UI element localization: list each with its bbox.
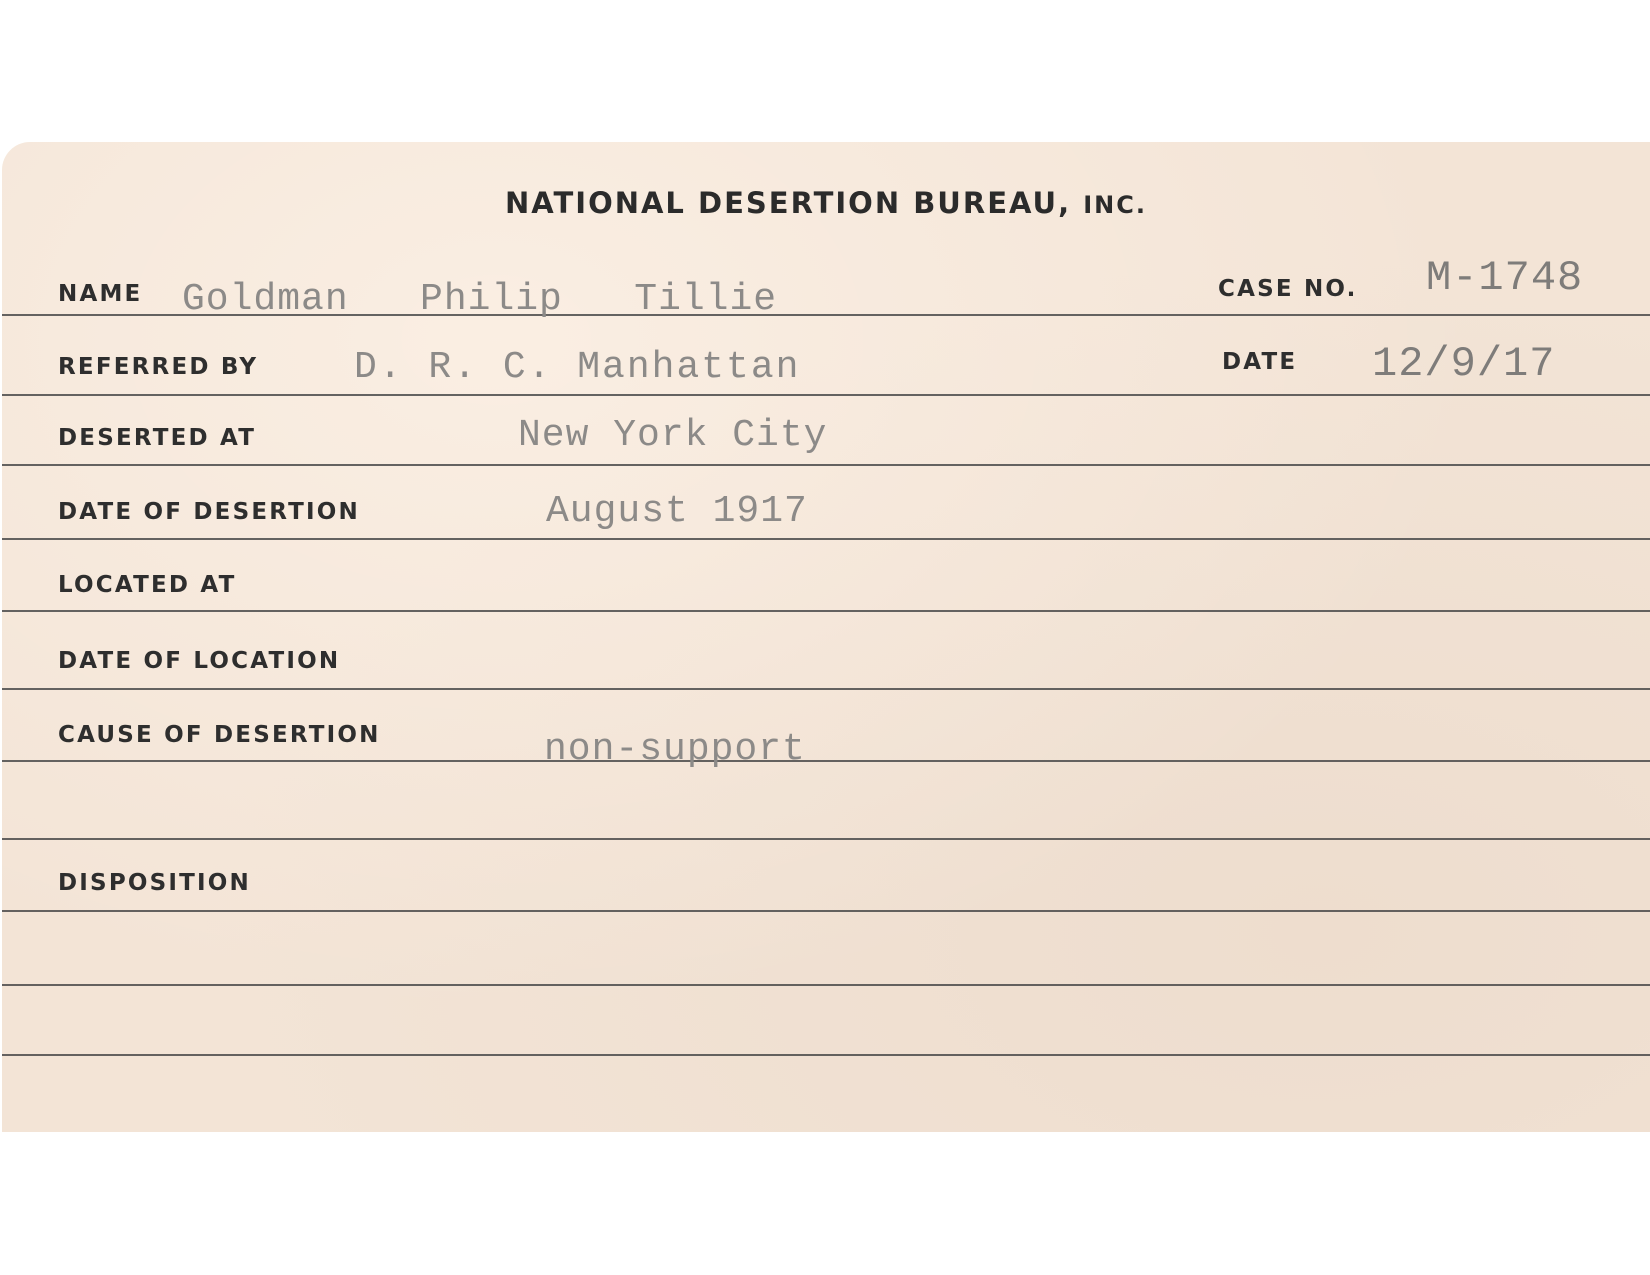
rule-line bbox=[2, 838, 1650, 840]
rule-line bbox=[2, 538, 1650, 540]
cause-of-desertion-value: non-support bbox=[544, 728, 806, 771]
cause-of-desertion-label: CAUSE OF DESERTION bbox=[58, 722, 381, 748]
deserted-at-value: New York City bbox=[518, 414, 828, 457]
rule-line bbox=[2, 1054, 1650, 1056]
rule-line bbox=[2, 688, 1650, 690]
rule-line bbox=[2, 910, 1650, 912]
deserted-at-label: DESERTED AT bbox=[58, 425, 257, 451]
referred-by-value: D. R. C. Manhattan bbox=[354, 346, 801, 389]
bureau-name: NATIONAL DESERTION BUREAU, bbox=[505, 186, 1084, 220]
rule-line bbox=[2, 464, 1650, 466]
date-label: DATE bbox=[1222, 349, 1298, 375]
date-of-desertion-label: DATE OF DESERTION bbox=[58, 499, 360, 525]
date-of-desertion-value: August 1917 bbox=[546, 490, 808, 533]
rule-line bbox=[2, 610, 1650, 612]
referred-by-label: REFERRED BY bbox=[58, 354, 259, 380]
bureau-suffix: INC. bbox=[1083, 191, 1147, 219]
rule-line bbox=[2, 760, 1650, 762]
rule-line bbox=[2, 394, 1650, 396]
name-label: NAME bbox=[58, 281, 143, 307]
card-title bbox=[2, 186, 1650, 220]
rule-line bbox=[2, 984, 1650, 986]
located-at-label: LOCATED AT bbox=[58, 572, 237, 598]
case-no-label: CASE NO. bbox=[1218, 276, 1358, 302]
date-of-location-label: DATE OF LOCATION bbox=[58, 648, 341, 674]
name-value: Goldman Philip Tillie bbox=[182, 278, 778, 321]
case-no-value: M-1748 bbox=[1426, 254, 1584, 302]
index-card bbox=[2, 142, 1650, 1132]
date-value: 12/9/17 bbox=[1372, 340, 1556, 388]
disposition-label: DISPOSITION bbox=[58, 870, 251, 896]
